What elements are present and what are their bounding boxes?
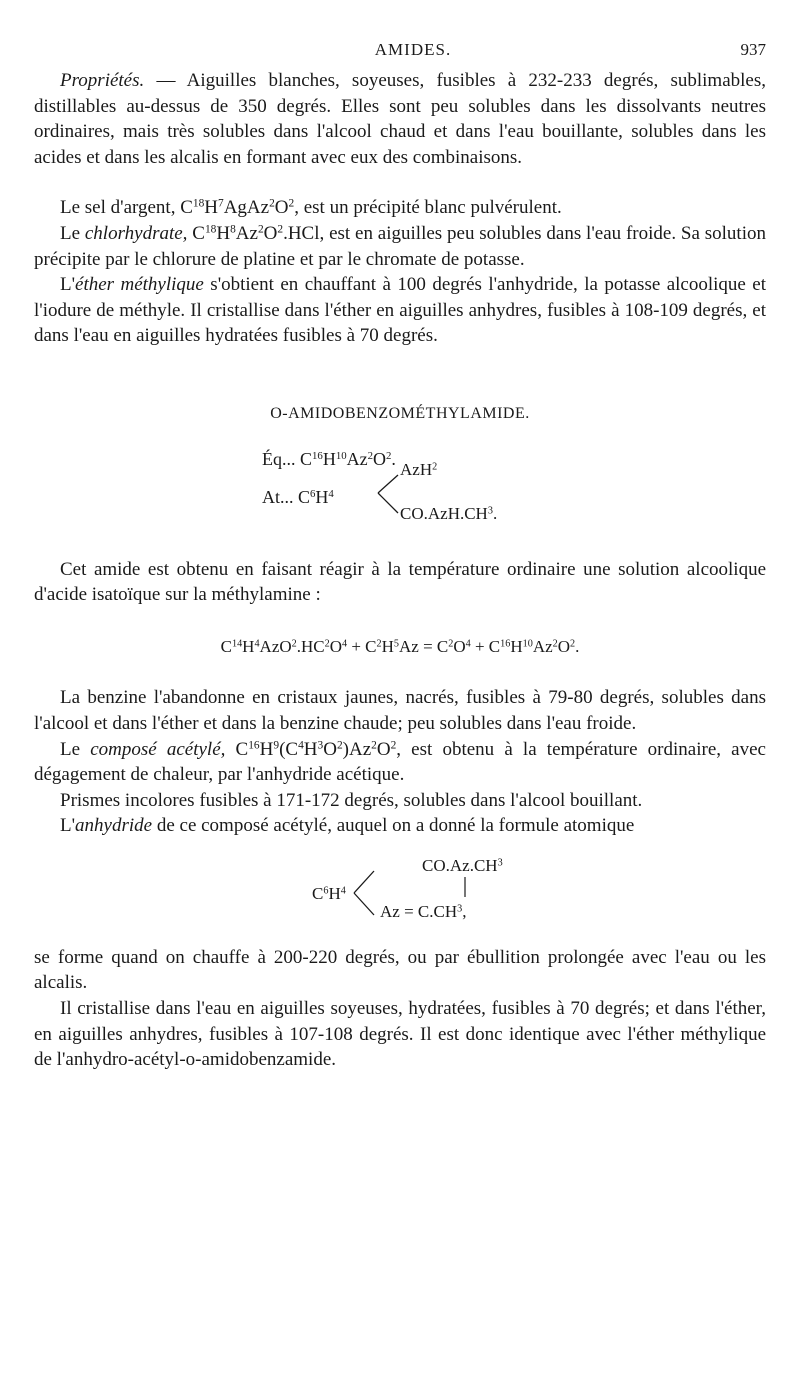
page-header <box>60 40 766 70</box>
subscript: 8 <box>230 223 236 236</box>
text-span: H <box>303 738 318 760</box>
paragraph-chlorhydrate <box>34 221 766 272</box>
subscript: 2 <box>570 638 576 650</box>
subscript: 14 <box>231 638 243 650</box>
text-span: C <box>225 738 249 760</box>
text-span: C <box>220 636 232 656</box>
properties-lead: Propriétés. <box>60 70 145 91</box>
subscript: 16 <box>248 739 260 752</box>
italic-term: composé acétylé, <box>90 738 226 760</box>
subscript: 18 <box>204 223 217 236</box>
text-span: Le <box>60 738 91 760</box>
text-span: AzO <box>259 636 292 656</box>
text-span: C <box>300 448 313 469</box>
text-span: .HC <box>296 636 325 656</box>
subscript: 2 <box>257 223 264 236</box>
text-span: CO.AzH.CH <box>400 503 488 523</box>
text-span: Az = C.CH <box>380 901 458 921</box>
subscript: 2 <box>432 460 438 472</box>
text-span: Az = C <box>399 636 449 656</box>
subscript: 6 <box>323 885 329 897</box>
subscript: 4 <box>254 638 260 650</box>
paragraph-silver-salt <box>34 195 766 221</box>
text-span: . <box>391 448 396 469</box>
subscript: 16 <box>312 449 323 462</box>
subscript: 3 <box>497 857 503 869</box>
text-span: H <box>322 448 336 469</box>
page-number: 937 <box>740 40 766 59</box>
subscript: 2 <box>376 638 382 650</box>
subscript: 18 <box>192 198 205 211</box>
text-span: O <box>329 636 342 656</box>
text-span: O <box>373 448 387 469</box>
subscript: 3 <box>317 739 324 752</box>
text-span: L' <box>60 274 76 296</box>
subscript: 3 <box>487 504 493 516</box>
subscript: 10 <box>522 638 533 650</box>
text-span: AgAz <box>223 197 270 219</box>
properties-text: — Aiguilles blanches, soyeuses, fusibles à 232-233 degrés, sublimables, distillables au-dessus de 350 degrés. Elles sont peu solubles dans les dissolvants neutres ordinaires, mais très solubles dans l'alcool chaud et dans l'eau bouillante, solubles dans les acides et dans les alcalis en formant avec eux des combinaisons. <box>34 70 766 168</box>
atomic-bond-line <box>462 875 468 899</box>
text-span: H <box>216 222 231 244</box>
text-span: s'obtient en chauffant à 100 degrés l'anhydride, la potasse alcoolique et l'iodure de méthyle. Il cristallise dans l'éther en aiguilles anhydres, fusibles à 108-109 degrés, et dans l'eau en aiguilles hydratées fusibles à 70 degrés. <box>34 274 766 347</box>
paragraph-preparation: Cet amide est obtenu en faisant réagir à la température ordinaire une solution alcoolique d'acide isatoïque sur la méthylamine : <box>34 558 766 606</box>
subscript: 9 <box>273 739 280 752</box>
text-span: Az <box>346 448 368 469</box>
text-span: C <box>298 486 311 507</box>
text-span: O <box>557 636 571 656</box>
text-span: (C <box>279 738 299 760</box>
at-prefix: At... <box>262 486 294 507</box>
text-span: L' <box>60 815 76 837</box>
subscript: 10 <box>335 449 347 462</box>
italic-term: chlorhydrate, <box>84 222 188 244</box>
section-title: O-AMIDOBENZOMÉTHYLAMIDE. <box>270 404 530 422</box>
subscript: 16 <box>500 638 511 650</box>
atomic-bottom <box>380 899 466 925</box>
paragraph-properties <box>34 68 766 170</box>
subscript: 2 <box>277 223 284 236</box>
subscript: 2 <box>371 739 377 752</box>
subscript: 4 <box>328 487 334 500</box>
subscript: 4 <box>298 739 304 752</box>
paragraph-crystallization: Il cristallise dans l'eau en aiguilles soyeuses, hydratées, fusibles à 70 degrés; et dans l'éther, en aiguilles anhydres, fusibles à 107-108 degrés. Il est donc identique avec l'éther méthylique de l'anhydro-acétyl-o-amidobenzamide. <box>34 998 766 1071</box>
formula-block <box>34 447 766 537</box>
subscript: 4 <box>342 638 348 650</box>
subscript: 2 <box>367 449 374 462</box>
paragraph-benzine: La benzine l'abandonne en cristaux jaunes, nacrés, fusibles à 79-80 degrés, solubles dans l'alcool et dans l'éther et dans la benzine chaude; peu solubles dans l'eau froide. <box>34 687 766 734</box>
subscript: 2 <box>291 638 297 650</box>
text-span: O <box>274 197 289 219</box>
atomic-root <box>312 881 346 907</box>
subscript: 4 <box>465 638 471 650</box>
paragraph-prisms: Prismes incolores fusibles à 171-172 degrés, solubles dans l'alcool bouillant. <box>60 789 643 811</box>
paragraph-formation: se forme quand on chauffe à 200-220 degrés, ou par ébullition prolongée avec l'eau ou les alcalis. <box>34 946 766 994</box>
running-title: AMIDES. <box>374 40 452 59</box>
text-span: Az <box>532 636 553 656</box>
italic-term: anhydride <box>75 815 153 837</box>
eq-prefix: Éq... <box>262 448 296 469</box>
branch-bottom <box>400 501 497 527</box>
text-span: + C <box>470 636 501 656</box>
text-span: O <box>453 636 466 656</box>
page-body <box>34 68 766 1073</box>
text-span: . <box>492 503 498 523</box>
text-span: Le sel d'argent, C <box>60 197 193 219</box>
text-span: Az <box>235 222 258 244</box>
italic-term: éther méthylique <box>75 274 204 296</box>
subscript: 2 <box>386 449 392 462</box>
subscript: 7 <box>218 198 224 211</box>
text-span: O <box>263 222 278 244</box>
text-span: , est obtenu à la température ordinaire, avec dégagement de chaleur, par l'anhydride acétique. <box>34 738 766 786</box>
text-span: C <box>187 222 205 244</box>
subscript: 6 <box>310 487 316 500</box>
subscript: 2 <box>336 739 343 752</box>
text-span: + C <box>347 636 377 656</box>
atomic-formula-block <box>34 853 766 935</box>
subscript: 2 <box>390 739 397 752</box>
text-span: H <box>242 636 255 656</box>
text-span: AzH <box>400 459 433 479</box>
subscript: 4 <box>340 885 346 897</box>
subscript: 2 <box>552 638 558 650</box>
paragraph-acetyl-compound <box>34 737 766 788</box>
subscript: 2 <box>288 198 295 211</box>
text-span: H <box>315 486 329 507</box>
subscript: 5 <box>393 638 399 650</box>
text-span: )Az <box>342 738 372 760</box>
text-span: H <box>328 883 341 903</box>
text-span: Le <box>60 222 85 244</box>
text-span: H <box>510 636 523 656</box>
text-span: C <box>312 883 324 903</box>
subscript: 2 <box>448 638 454 650</box>
subscript: 3 <box>457 903 463 915</box>
text-span: , <box>462 901 467 921</box>
paragraph-anhydride <box>34 813 766 839</box>
text-span: CO.Az.CH <box>422 855 498 875</box>
text-span: H <box>204 197 218 219</box>
subscript: 2 <box>324 638 330 650</box>
text-span: O <box>323 738 337 760</box>
text-span: H <box>259 738 274 760</box>
reaction-equation <box>34 634 766 660</box>
subscript: 2 <box>269 198 275 211</box>
text-span: . <box>575 636 580 656</box>
text-span: , est un précipité blanc pulvérulent. <box>294 197 562 219</box>
paragraph-methyl-ether <box>34 272 766 349</box>
branch-top <box>400 457 437 483</box>
text-span: H <box>381 636 394 656</box>
atomic-formula-root <box>262 485 334 511</box>
text-span: .HCl, est en aiguilles peu solubles dans l'eau froide. Sa solution précipite par le chlorure de platine et par le chromate de potasse. <box>34 222 766 270</box>
text-span: de ce composé acétylé, auquel on a donné la formule atomique <box>152 815 635 837</box>
text-span: O <box>376 738 391 760</box>
